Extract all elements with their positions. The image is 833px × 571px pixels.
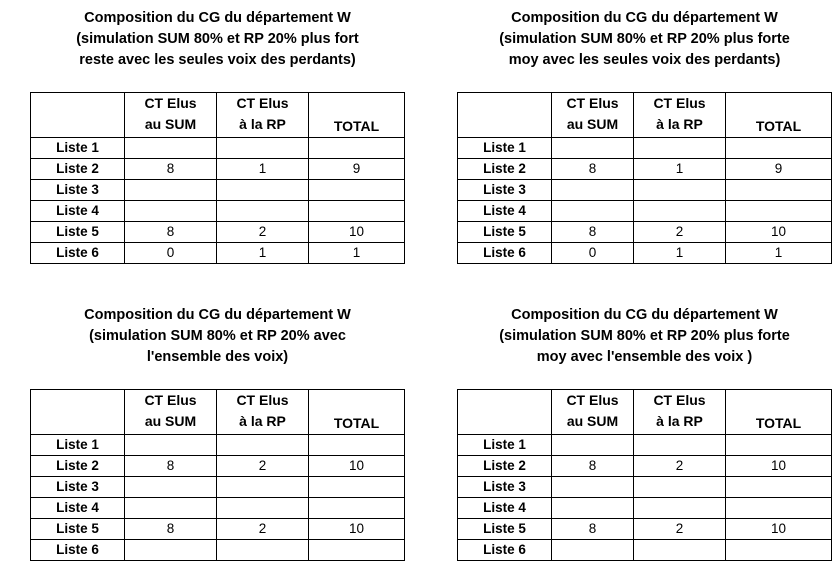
header-sum — [125, 93, 217, 138]
title-line: Composition du CG du département W — [511, 307, 778, 323]
row-label: Liste 6 — [458, 540, 552, 561]
header-sum-line2: au SUM — [144, 413, 197, 429]
row-label: Liste 2 — [31, 159, 125, 180]
header-rp-line1: CT Elus — [236, 95, 289, 111]
cell-sum: 8 — [125, 519, 217, 540]
header-rp — [217, 93, 309, 138]
table-row — [31, 243, 405, 264]
row-label: Liste 4 — [31, 498, 125, 519]
cell-total — [726, 540, 832, 561]
cell-rp: 2 — [217, 519, 309, 540]
cell-rp — [634, 498, 726, 519]
header-sum-line1: CT Elus — [566, 392, 619, 408]
table-row — [458, 201, 832, 222]
cell-rp — [217, 180, 309, 201]
cell-rp: 2 — [217, 222, 309, 243]
cell-sum — [552, 498, 634, 519]
results-table — [457, 92, 832, 264]
row-label: Liste 4 — [458, 201, 552, 222]
cell-sum — [552, 540, 634, 561]
cell-rp — [634, 435, 726, 456]
row-label: Liste 6 — [31, 243, 125, 264]
title-line: (simulation SUM 80% et RP 20% avec — [89, 328, 346, 344]
title-line: (simulation SUM 80% et RP 20% plus fort — [76, 31, 359, 47]
cell-rp: 2 — [634, 222, 726, 243]
header-rp-line2: à la RP — [656, 116, 703, 132]
cell-rp: 1 — [217, 159, 309, 180]
header-rp-line1: CT Elus — [653, 95, 706, 111]
header-total: TOTAL — [726, 93, 832, 138]
header-sum-line2: au SUM — [566, 413, 619, 429]
cell-total — [726, 435, 832, 456]
panel-title — [457, 8, 832, 71]
table-row — [31, 498, 405, 519]
table-row — [458, 159, 832, 180]
header-rp-line2: à la RP — [239, 413, 286, 429]
table-row — [458, 222, 832, 243]
cell-rp: 1 — [217, 243, 309, 264]
table-header-row — [31, 390, 405, 435]
cell-sum — [125, 540, 217, 561]
row-label: Liste 1 — [458, 138, 552, 159]
cell-total: 10 — [309, 456, 405, 477]
row-label: Liste 1 — [31, 138, 125, 159]
table-header-row — [458, 93, 832, 138]
header-rp — [634, 93, 726, 138]
row-label: Liste 5 — [458, 222, 552, 243]
header-total: TOTAL — [309, 390, 405, 435]
table-header-row — [458, 390, 832, 435]
title-line: (simulation SUM 80% et RP 20% plus forte — [499, 31, 790, 47]
panel-title — [30, 305, 405, 368]
cell-total: 9 — [726, 159, 832, 180]
panel-top-left — [30, 8, 405, 260]
title-line: moy avec les seules voix des perdants) — [508, 52, 781, 68]
cell-total — [726, 180, 832, 201]
header-corner — [458, 390, 552, 435]
row-label: Liste 6 — [31, 540, 125, 561]
header-sum-line1: CT Elus — [144, 392, 197, 408]
row-label: Liste 3 — [458, 180, 552, 201]
cell-total: 10 — [309, 222, 405, 243]
cell-rp — [217, 435, 309, 456]
row-label: Liste 5 — [31, 222, 125, 243]
table-row — [458, 540, 832, 561]
cell-total — [309, 540, 405, 561]
cell-rp — [634, 201, 726, 222]
table-row — [458, 138, 832, 159]
cell-sum — [125, 477, 217, 498]
cell-rp — [634, 540, 726, 561]
cell-sum — [125, 180, 217, 201]
table-row — [458, 435, 832, 456]
cell-sum: 8 — [125, 456, 217, 477]
table-row — [31, 435, 405, 456]
cell-sum — [552, 138, 634, 159]
cell-sum — [125, 498, 217, 519]
cell-total: 10 — [726, 222, 832, 243]
row-label: Liste 2 — [458, 159, 552, 180]
row-label: Liste 2 — [458, 456, 552, 477]
cell-total: 10 — [726, 519, 832, 540]
header-total: TOTAL — [309, 93, 405, 138]
cell-rp: 1 — [634, 159, 726, 180]
cell-total — [726, 477, 832, 498]
row-label: Liste 3 — [31, 180, 125, 201]
table-row — [458, 180, 832, 201]
table-row — [31, 477, 405, 498]
panel-title — [30, 8, 405, 71]
title-line: reste avec les seules voix des perdants) — [79, 52, 356, 68]
cell-rp — [217, 498, 309, 519]
header-sum — [125, 390, 217, 435]
header-rp — [634, 390, 726, 435]
cell-total — [309, 435, 405, 456]
table-row — [31, 138, 405, 159]
header-rp-line2: à la RP — [656, 413, 703, 429]
cell-sum — [552, 180, 634, 201]
table-row — [31, 222, 405, 243]
title-line: moy avec l'ensemble des voix ) — [536, 349, 753, 365]
cell-total — [726, 201, 832, 222]
cell-rp: 2 — [634, 456, 726, 477]
cell-total — [309, 138, 405, 159]
cell-sum: 0 — [552, 243, 634, 264]
row-label: Liste 1 — [458, 435, 552, 456]
header-sum — [552, 390, 634, 435]
cell-sum: 8 — [552, 519, 634, 540]
cell-sum — [125, 201, 217, 222]
cell-rp — [634, 138, 726, 159]
header-rp — [217, 390, 309, 435]
cell-total: 1 — [309, 243, 405, 264]
panel-bottom-left — [30, 305, 405, 557]
cell-total: 10 — [309, 519, 405, 540]
cell-rp — [217, 138, 309, 159]
table-row — [31, 159, 405, 180]
header-total: TOTAL — [726, 390, 832, 435]
header-corner — [31, 390, 125, 435]
row-label: Liste 4 — [31, 201, 125, 222]
panel-title — [457, 305, 832, 368]
header-corner — [458, 93, 552, 138]
row-label: Liste 5 — [458, 519, 552, 540]
title-line: (simulation SUM 80% et RP 20% plus forte — [499, 328, 790, 344]
cell-total — [309, 477, 405, 498]
cell-rp — [634, 180, 726, 201]
cell-sum — [552, 477, 634, 498]
results-table — [30, 92, 405, 264]
header-sum — [552, 93, 634, 138]
row-label: Liste 2 — [31, 456, 125, 477]
cell-rp: 2 — [217, 456, 309, 477]
cell-total: 10 — [726, 456, 832, 477]
table-row — [31, 180, 405, 201]
table-row — [31, 201, 405, 222]
header-sum-line2: au SUM — [566, 116, 619, 132]
header-sum-line1: CT Elus — [144, 95, 197, 111]
cell-rp — [217, 477, 309, 498]
cell-sum: 8 — [552, 159, 634, 180]
row-label: Liste 6 — [458, 243, 552, 264]
cell-sum — [125, 435, 217, 456]
title-line: Composition du CG du département W — [84, 307, 351, 323]
cell-total — [726, 498, 832, 519]
cell-total — [726, 138, 832, 159]
table-row — [31, 456, 405, 477]
cell-total: 9 — [309, 159, 405, 180]
table-row — [458, 519, 832, 540]
cell-sum: 0 — [125, 243, 217, 264]
header-rp-line1: CT Elus — [653, 392, 706, 408]
results-table — [457, 389, 832, 561]
row-label: Liste 3 — [458, 477, 552, 498]
row-label: Liste 3 — [31, 477, 125, 498]
header-rp-line1: CT Elus — [236, 392, 289, 408]
table-row — [31, 540, 405, 561]
cell-sum: 8 — [552, 456, 634, 477]
cell-rp: 1 — [634, 243, 726, 264]
cell-rp — [217, 540, 309, 561]
results-table — [30, 389, 405, 561]
cell-total — [309, 201, 405, 222]
panel-top-right — [457, 8, 832, 260]
header-sum-line2: au SUM — [144, 116, 197, 132]
row-label: Liste 1 — [31, 435, 125, 456]
cell-sum — [552, 201, 634, 222]
cell-rp — [634, 477, 726, 498]
cell-sum: 8 — [125, 222, 217, 243]
cell-sum: 8 — [552, 222, 634, 243]
header-corner — [31, 93, 125, 138]
table-header-row — [31, 93, 405, 138]
table-row — [458, 456, 832, 477]
row-label: Liste 4 — [458, 498, 552, 519]
table-row — [31, 519, 405, 540]
cell-total: 1 — [726, 243, 832, 264]
cell-total — [309, 180, 405, 201]
title-line: Composition du CG du département W — [84, 10, 351, 26]
header-rp-line2: à la RP — [239, 116, 286, 132]
table-row — [458, 477, 832, 498]
header-sum-line1: CT Elus — [566, 95, 619, 111]
cell-sum — [125, 138, 217, 159]
cell-total — [309, 498, 405, 519]
table-row — [458, 498, 832, 519]
panel-bottom-right — [457, 305, 832, 557]
cell-sum: 8 — [125, 159, 217, 180]
table-row — [458, 243, 832, 264]
row-label: Liste 5 — [31, 519, 125, 540]
cell-sum — [552, 435, 634, 456]
cell-rp — [217, 201, 309, 222]
title-line: Composition du CG du département W — [511, 10, 778, 26]
title-line: l'ensemble des voix) — [146, 349, 289, 365]
cell-rp: 2 — [634, 519, 726, 540]
